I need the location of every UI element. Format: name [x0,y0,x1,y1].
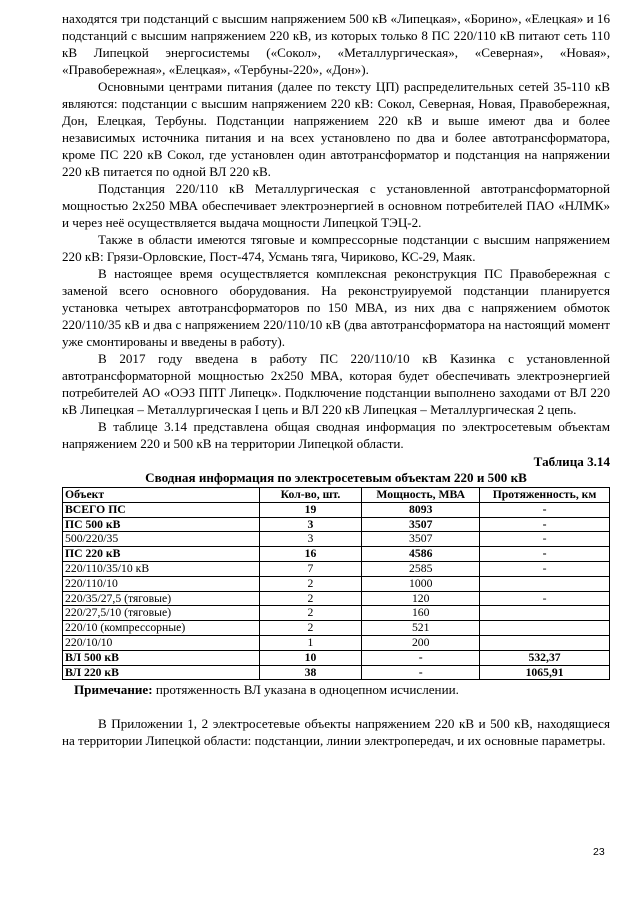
paragraph: В настоящее время осуществляется комплексная реконструкция ПС Правобережная с заменой всего основного оборудования. На реконструируемой подстанции планируется установка четырех автотрансформаторов по 150 МВА, из них два с напряжением обмоток 220/110/35 кВ и два с напряжением 220/110/10 кВ (два автотрансформатора на настоящий момент уже смонтированы и введены в работу). [62,266,610,349]
document-page [62,10,610,749]
table-cell: 220/10 (компрессорные) [63,621,260,636]
paragraph: В Приложении 1, 2 электросетевые объекты напряжением 220 кВ и 500 кВ, находящиеся на территории Липецкой области: подстанции, линии электропередач, и их основные параметры. [62,716,610,749]
table-cell: 220/110/10 [63,576,260,591]
table-cell: 1000 [362,576,480,591]
table-cell: 532,37 [480,650,610,665]
paragraph: Также в области имеются тяговые и компрессорные подстанции с высшим напряжением 220 кВ: Грязи-Орловские, Пост-474, Усмань тяга, Чириково, КС-29, Маяк. [62,232,610,264]
summary-table [62,487,610,680]
table-row [63,517,610,532]
table-cell: - [480,561,610,576]
table-cell: 3507 [362,532,480,547]
table-cell: 10 [259,650,362,665]
table-cell: 38 [259,665,362,680]
table-row [63,650,610,665]
column-header: Объект [63,488,260,503]
table-header-row [63,488,610,503]
table-cell: 120 [362,591,480,606]
table-cell: 200 [362,635,480,650]
table-cell [480,621,610,636]
table-cell: 3507 [362,517,480,532]
page-number: 23 [593,846,605,858]
table-cell: 521 [362,621,480,636]
table-cell: 8093 [362,502,480,517]
table-cell: ВЛ 500 кВ [63,650,260,665]
table-row [63,635,610,650]
table-title: Сводная информация по электросетевым объектам 220 и 500 кВ [145,470,527,485]
table-cell: ВЛ 220 кВ [63,665,260,680]
table-cell: - [480,532,610,547]
table-cell: - [362,650,480,665]
table-row [63,502,610,517]
paragraph: находятся три подстанций с высшим напряжением 500 кВ «Липецкая», «Борино», «Елецкая» и 16 подстанций с высшим напряжением 220 кВ, из которых только 8 ПС 220/110 кВ питают сеть 110 кВ Липецкой энергосистемы («Сокол», «Металлургическая», «Северная», «Новая», «Правобережная», «Елецкая», «Тербуны-220», «Дон»). [62,11,610,77]
table-cell: 16 [259,547,362,562]
table-row [63,532,610,547]
table-row [63,606,610,621]
table-cell [480,576,610,591]
spacer [62,698,610,715]
table-cell: ВСЕГО ПС [63,502,260,517]
table-cell: ПС 500 кВ [63,517,260,532]
table-cell: 2 [259,621,362,636]
table-cell: - [480,591,610,606]
paragraph: Подстанция 220/110 кВ Металлургическая с установленной автотрансформаторной мощностью 2х250 МВА обеспечивает электроэнергией в основном потребителей ПАО «НЛМК» и через неё осуществляется выдача мощности Липецкой ТЭЦ-2. [62,181,610,230]
table-cell: 2 [259,591,362,606]
table-cell: 7 [259,561,362,576]
table-cell: 500/220/35 [63,532,260,547]
column-header: Протяженность, км [480,488,610,503]
table-cell: 3 [259,532,362,547]
table-cell: - [480,547,610,562]
table-cell: ПС 220 кВ [63,547,260,562]
paragraph: Основными центрами питания (далее по тексту ЦП) распределительных сетей 35-110 кВ являются: подстанции с высшим напряжением 220 кВ: Сокол, Северная, Новая, Правобережная, Дон, Елецкая, Тербуны. Подстанции напряжением 220 кВ и выше имеют два и более независимых источника питания и на всех установлено по два и более автотрансформатора, кроме ПС 220 кВ Сокол, где установлен один автотрансформатор и подстанция на напряжении 220 кВ питается по одной ВЛ 220 кВ. [62,79,610,179]
table-cell: 1 [259,635,362,650]
table-cell: 2 [259,576,362,591]
table-cell: 2585 [362,561,480,576]
table-cell: 3 [259,517,362,532]
table-cell: 220/35/27,5 (тяговые) [63,591,260,606]
table-row [63,561,610,576]
column-header: Мощность, МВА [362,488,480,503]
table-cell: - [362,665,480,680]
paragraph: В таблице 3.14 представлена общая сводная информация по электросетевым объектам напряжением 220 и 500 кВ на территории Липецкой области. [62,419,610,451]
table-row [63,547,610,562]
table-number: Таблица 3.14 [533,454,610,469]
table-row [63,576,610,591]
table-row [63,621,610,636]
table-row [63,591,610,606]
note-label: Примечание: [74,682,153,698]
table-cell [480,635,610,650]
table-cell: - [480,517,610,532]
table-cell: 160 [362,606,480,621]
table-cell: - [480,502,610,517]
table-note [74,681,610,698]
table-row [63,665,610,680]
note-text: протяженность ВЛ указана в одноцепном исчислении. [152,682,459,698]
table-cell: 220/10/10 [63,635,260,650]
table-cell [480,606,610,621]
paragraph: В 2017 году введена в работу ПС 220/110/10 кВ Казинка с установленной автотрансформаторной мощностью 2х250 МВА, которая будет обеспечивать электроэнергией потребителей АО «ОЭЗ ППТ Липецк». Подключение подстанции выполнено заходами от ВЛ 220 кВ Липецкая – Металлургическая I цепь и ВЛ 220 кВ Липецкая – Металлургическая 2 цепь. [62,351,610,417]
column-header: Кол-во, шт. [259,488,362,503]
table-cell: 19 [259,502,362,517]
table-cell: 1065,91 [480,665,610,680]
table-cell: 2 [259,606,362,621]
table-cell: 4586 [362,547,480,562]
table-cell: 220/27,5/10 (тяговые) [63,606,260,621]
table-cell: 220/110/35/10 кВ [63,561,260,576]
